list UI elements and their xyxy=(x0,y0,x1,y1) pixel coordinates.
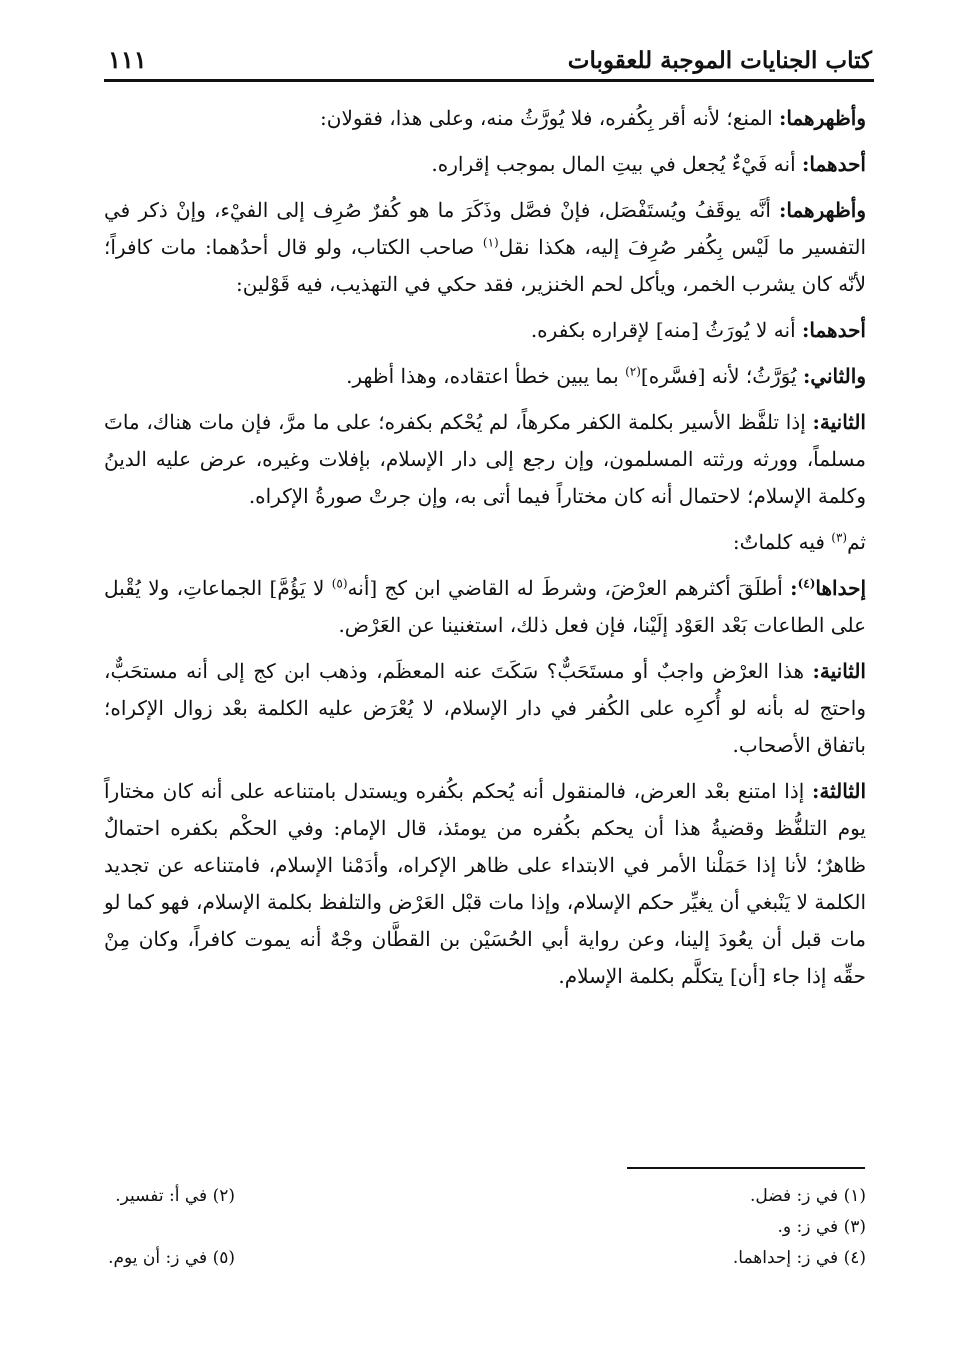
footnote xyxy=(104,1186,485,1206)
footnote-number: (٤) xyxy=(843,1247,866,1268)
footnote xyxy=(104,1248,485,1268)
paragraph-text: إذا امتنع بعْد العرض، فالمنقول أنه يُحكم بكُفره ويستدل بامتناعه على أنه كان مختاراً يوم التلفُّظ وقضيةُ هذا أن يحكم بكُفره من يومئذ، قال الإمام: وفي الحكْم بكفره احتمالٌ ظاهرٌ؛ لأنا إذا حَمَلْنا الأمر في الابتداء على ظاهر الإكراه، وأدَمْنا الإسلام، فامتناعه عن تجديد الكلمة لا يَنْبغي أن يغيِّر حكم الإسلام، وإذا مات قبْل العَرْض والتلفظ بكلمة الإسلام، فهو كما لو مات قبل أن يعُودَ إلينا، وعن رواية أبي الحُسَيْن بن القطَّان وجْهٌ أنه يموت كافراً، وكان مِنْ حقِّه إذا جاء [أن] يتكلَّم بكلمة الإسلام. xyxy=(104,779,866,988)
footnote-ref: (٥) xyxy=(331,576,348,591)
footnote-text: في ز: أن يوم. xyxy=(108,1247,213,1268)
footnote-number: (٣) xyxy=(843,1216,866,1237)
paragraph-label: وأظهرهما: xyxy=(779,106,866,130)
footnote-rule xyxy=(627,1167,865,1169)
paragraph xyxy=(104,773,866,995)
paragraph-text: ثم xyxy=(847,530,866,554)
footnote-row xyxy=(104,1211,866,1242)
header-rule xyxy=(104,79,874,82)
paragraph xyxy=(104,192,866,303)
paragraph xyxy=(104,146,866,183)
footnote-text: في أ: تفسير. xyxy=(115,1185,213,1206)
paragraph xyxy=(104,358,866,395)
paragraph-text: المنع؛ لأنه أقر بِكُفره، فلا يُورَّثُ منه، وعلى هذا، فقولان: xyxy=(320,106,780,130)
paragraph-text: صاحب الكتاب، ولو قال أحدُهما: مات كافراً؛ لأنّه كان يشرب الخمر، ويأكل لحم الخنزير، فقد حكي في التهذيب، فيه قَوْلين: xyxy=(104,235,866,296)
paragraph-label: الثانية: xyxy=(812,659,866,683)
paragraph-text: أنه لا يُورَثُ [منه] لإقراره بكفره. xyxy=(530,318,802,342)
footnote-ref: (١) xyxy=(482,235,499,250)
paragraph-text: فيه كلماتٌ: xyxy=(732,530,832,554)
paragraph xyxy=(104,100,866,137)
running-title: كتاب الجنايات الموجبة للعقوبات xyxy=(567,47,872,74)
paragraph-label: أحدهما: xyxy=(801,152,866,176)
page-header xyxy=(108,38,872,74)
footnote-number: (١) xyxy=(843,1185,866,1206)
paragraph-text: أطلَقَ أكثرهم العرْضَ، وشرطَ له القاضي ابن كج [أنه xyxy=(347,576,791,600)
paragraph xyxy=(104,404,866,515)
page-number: ١١١ xyxy=(108,45,147,74)
footnote-text: في ز: و. xyxy=(777,1216,844,1237)
footnote xyxy=(485,1217,866,1237)
paragraph-label-colon: : xyxy=(790,576,798,600)
footnotes xyxy=(104,1180,866,1273)
paragraph xyxy=(104,312,866,349)
footnote xyxy=(485,1248,866,1268)
paragraph-text: يُوَرَّثُ؛ لأنه [فسَّره] xyxy=(640,364,803,388)
footnote-number: (٥) xyxy=(212,1247,235,1268)
paragraph-label: أحدهما: xyxy=(801,318,866,342)
paragraph-text: إذا تلفَّظ الأسير بكلمة الكفر مكرهاً، لم يُحْكم بكفره؛ على ما مرَّ، فإن مات هناك، ماتَ مسلماً، وورثه ورثته المسلمون، وإن رجع إلى دار الإسلام، بإفلات وغيره، عرض عليه الدينُ وكلمة الإسلام؛ لاحتمال أنه كان مختاراً فيما أتى به، وإن جرتْ صورةُ الإكراه. xyxy=(104,410,866,508)
paragraph-label: وأظهرهما: xyxy=(779,198,866,222)
footnote-text: في ز: فضل. xyxy=(749,1185,844,1206)
footnote-ref: (٤) xyxy=(797,576,816,591)
paragraph xyxy=(104,524,866,561)
paragraph-text: هذا العرْض واجبٌ أو مستَحَبٌّ؟ سَكَتَ عنه المعظَم، وذهب ابن كج إلى أنه مستحَبٌّ، واحتج له بأنه لو أُكرِه على الكُفر في دار الإسلام، لا يُعْرَض عليه الكلمة بعْد زوال الإكراه؛ باتفاق الأصحاب. xyxy=(104,659,866,757)
footnote xyxy=(485,1186,866,1206)
paragraph-text: أنَّه يوقَفُ ويُستَفْصَل، فإنْ فصَّل وذَكَرَ ما هو كُفرٌ صُرِف إلى الفيْء، وإنْ ذكر في التفسير ما لَيْس بِكُفر صُرِفَ إليه، هكذا نقل xyxy=(104,198,866,259)
footnote-text: في ز: إحداهما. xyxy=(732,1247,844,1268)
paragraph-text: بما يبين خطأ اعتقاده، وهذا أظهر. xyxy=(346,364,626,388)
footnote-row xyxy=(104,1242,866,1273)
paragraph-label: والثاني: xyxy=(802,364,866,388)
footnote-row xyxy=(104,1180,866,1211)
paragraph-label: إحداها xyxy=(815,576,867,600)
paragraph-label: الثالثة: xyxy=(811,779,866,803)
paragraph-text: أنه فَيْءٌ يُجعل في بيتِ المال بموجب إقراره. xyxy=(431,152,802,176)
footnote-number: (٢) xyxy=(212,1185,235,1206)
paragraph-text: لا يَؤُمَّ] الجماعاتِ، ولا يُقْبل على الطاعات بَعْد العَوْد إلَيْنا، فإن فعل ذلك، استغنينا عن العَرْض. xyxy=(104,576,866,637)
main-text xyxy=(104,100,866,1004)
paragraph-label: الثانية: xyxy=(812,410,866,434)
paragraph xyxy=(104,653,866,764)
paragraph xyxy=(104,570,866,644)
footnote-ref: (٣) xyxy=(831,530,848,545)
footnote-ref: (٢) xyxy=(625,364,641,379)
